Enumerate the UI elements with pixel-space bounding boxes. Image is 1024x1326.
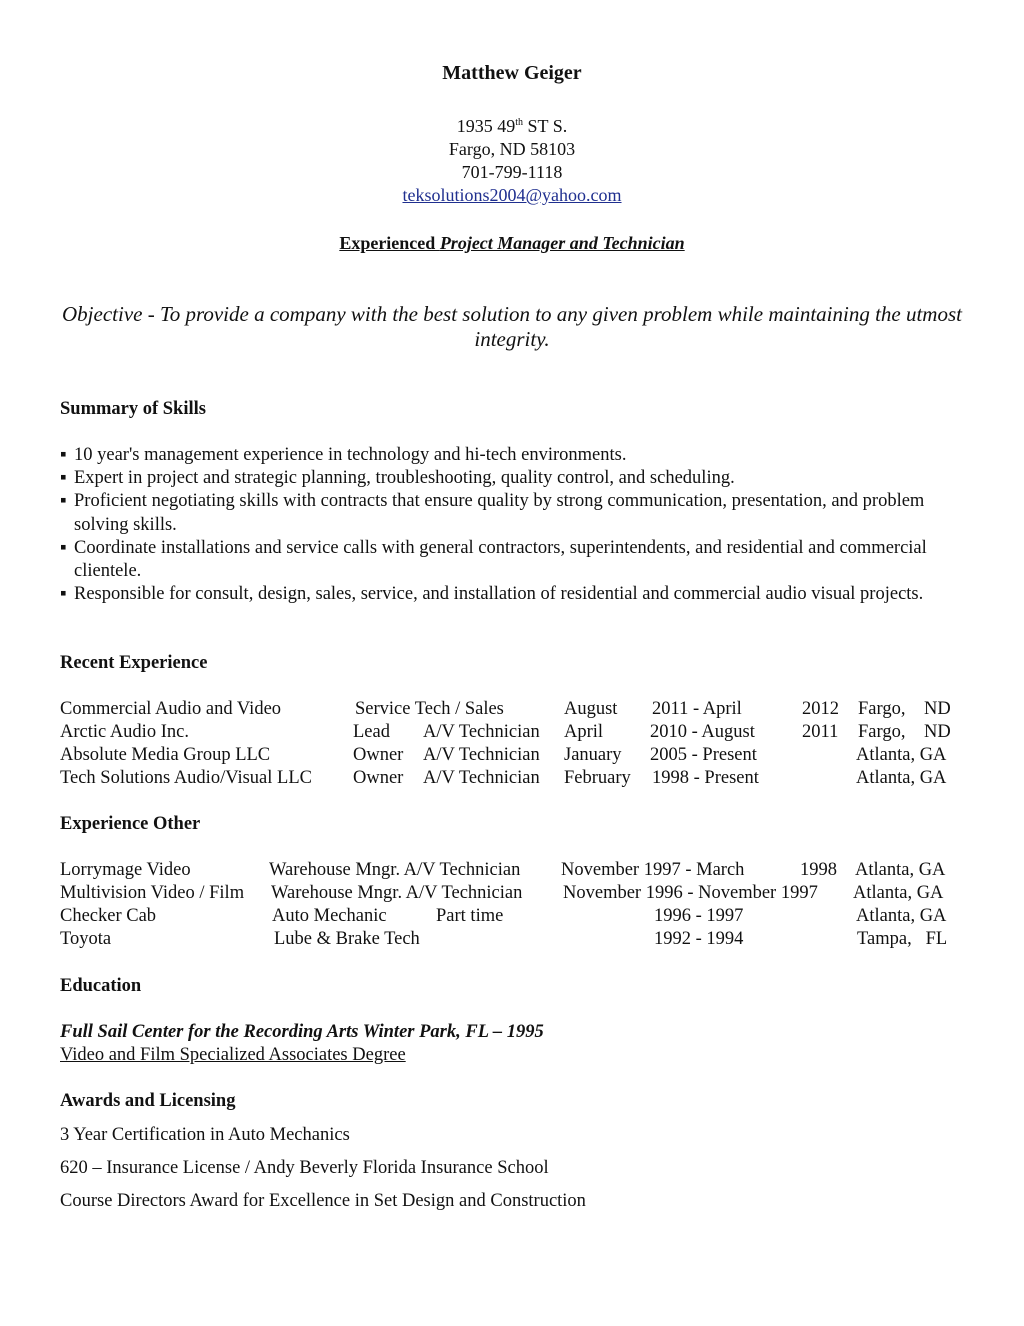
phone-number: 701-799-1118 bbox=[461, 162, 563, 182]
bullet-icon: ▪ bbox=[60, 491, 67, 512]
address-line bbox=[0, 115, 1024, 138]
skill-item: ▪ Expert in project and strategic planning, troubleshooting, quality control, and scheduling. bbox=[60, 467, 960, 490]
email-link[interactable]: teksolutions2004@yahoo.com bbox=[402, 185, 622, 205]
bullet-icon: ▪ bbox=[60, 445, 67, 465]
skills-list bbox=[60, 444, 960, 606]
objective-statement: Objective - To provide a company with the best solution to any given problem while maintaining the utmost integrity. bbox=[62, 302, 962, 351]
skill-item: ▪ Coordinate installations and service calls with general contractors, superintendents, and residential and commercial clientele. bbox=[60, 537, 927, 582]
awards-heading: Awards and Licensing bbox=[60, 1091, 236, 1111]
award-item: Course Directors Award for Excellence in Set Design and Construction bbox=[60, 1191, 586, 1211]
other-experience-heading: Experience Other bbox=[60, 814, 201, 834]
headline-italic: Project Manager and Technician bbox=[439, 233, 685, 253]
award-item: 620 – Insurance License / Andy Beverly Florida Insurance School bbox=[60, 1158, 549, 1178]
bullet-icon: ▪ bbox=[60, 537, 67, 558]
address-street: ST S. bbox=[523, 116, 568, 136]
city-line: Fargo, ND 58103 bbox=[448, 139, 576, 159]
skill-item: ▪ Proficient negotiating skills with contracts that ensure quality by strong communication, presentation, and problem solving skills. bbox=[60, 491, 925, 535]
degree-name: Video and Film Specialized Associates Degree bbox=[60, 1045, 406, 1065]
address-number: 1935 49 bbox=[456, 116, 516, 136]
email-row bbox=[0, 184, 1024, 207]
skill-item: ▪ Responsible for consult, design, sales, service, and installation of residential and commercial audio visual projects. bbox=[60, 583, 960, 606]
school-name: Full Sail Center for the Recording Arts Winter Park, FL – 1995 bbox=[60, 1022, 544, 1042]
education-heading: Education bbox=[60, 976, 142, 996]
address-ordinal: th bbox=[515, 117, 524, 128]
resume-page: Matthew Geiger 1935 49th ST S. Fargo, ND 58103 701-799-1118 teksolutions2004@yahoo.com Experienced Project Manager and Technician Objective - To provide a company with the best solution to any given problem while maintaining the utmost integrity. Summary of Skills ▪ 10 year's management experience in technology and hi-tech environments. ▪ Expert in project and strategic planning, troubleshooting, quality control, and scheduling. ▪ Proficient negotiating skills with contracts that ensure quality by strong communication, presentation, and problem solving skills. ▪ Coordinate installations and service calls with general contractors, superintendents, and residential and commercial clientele. ▪ Responsible for consult, design, sales, service, and installation of residential and commercial audio visual projects. Recent Experience Commercial Audio and Video Service Tech / Sales August 2011 - April 2012 Fargo, ND Arctic Audio Inc. Lead A/V Technician April 2010 - August 2011 Fargo, ND Absolute Media Group LLC Owner A/V Technician January 2005 - Present Atlanta, GA Tech Solutions Audio/Visual LLC Owner A/V Technician February 1998 - Present Atlanta, GA Experience Other Lorrymage Video Warehouse Mngr. A/V Technician November 1997 - March 1998 Atlanta, GA Multivision Video / Film Warehouse Mngr. A/V Technician November 1996 - November 1997 Atlanta, GA Checker Cab Auto Mechanic Part time 1996 - 1997 Atlanta, GA Toyota Lube & Brake Tech 1992 - 1994 Tampa, FL Education Full Sail Center for the Recording Arts Winter Park, FL – 1995 Video and Film Specialized Associates Degree Awards and Licensing 3 Year Certification in Auto Mechanics 620 – Insurance License / Andy Beverly Florida Insurance School Course Directors Award for Excellence in Set Design and Construction bbox=[0, 0, 1024, 1326]
candidate-name: Matthew Geiger bbox=[442, 62, 582, 84]
bullet-icon: ▪ bbox=[60, 584, 67, 605]
headline-plain: Experienced bbox=[339, 233, 440, 253]
bullet-icon: ▪ bbox=[60, 468, 67, 489]
headline bbox=[0, 233, 1024, 254]
skill-item: ▪ 10 year's management experience in technology and hi-tech environments. bbox=[60, 444, 960, 467]
award-item: 3 Year Certification in Auto Mechanics bbox=[60, 1125, 350, 1145]
skills-heading: Summary of Skills bbox=[60, 399, 206, 419]
recent-experience-heading: Recent Experience bbox=[60, 653, 208, 673]
